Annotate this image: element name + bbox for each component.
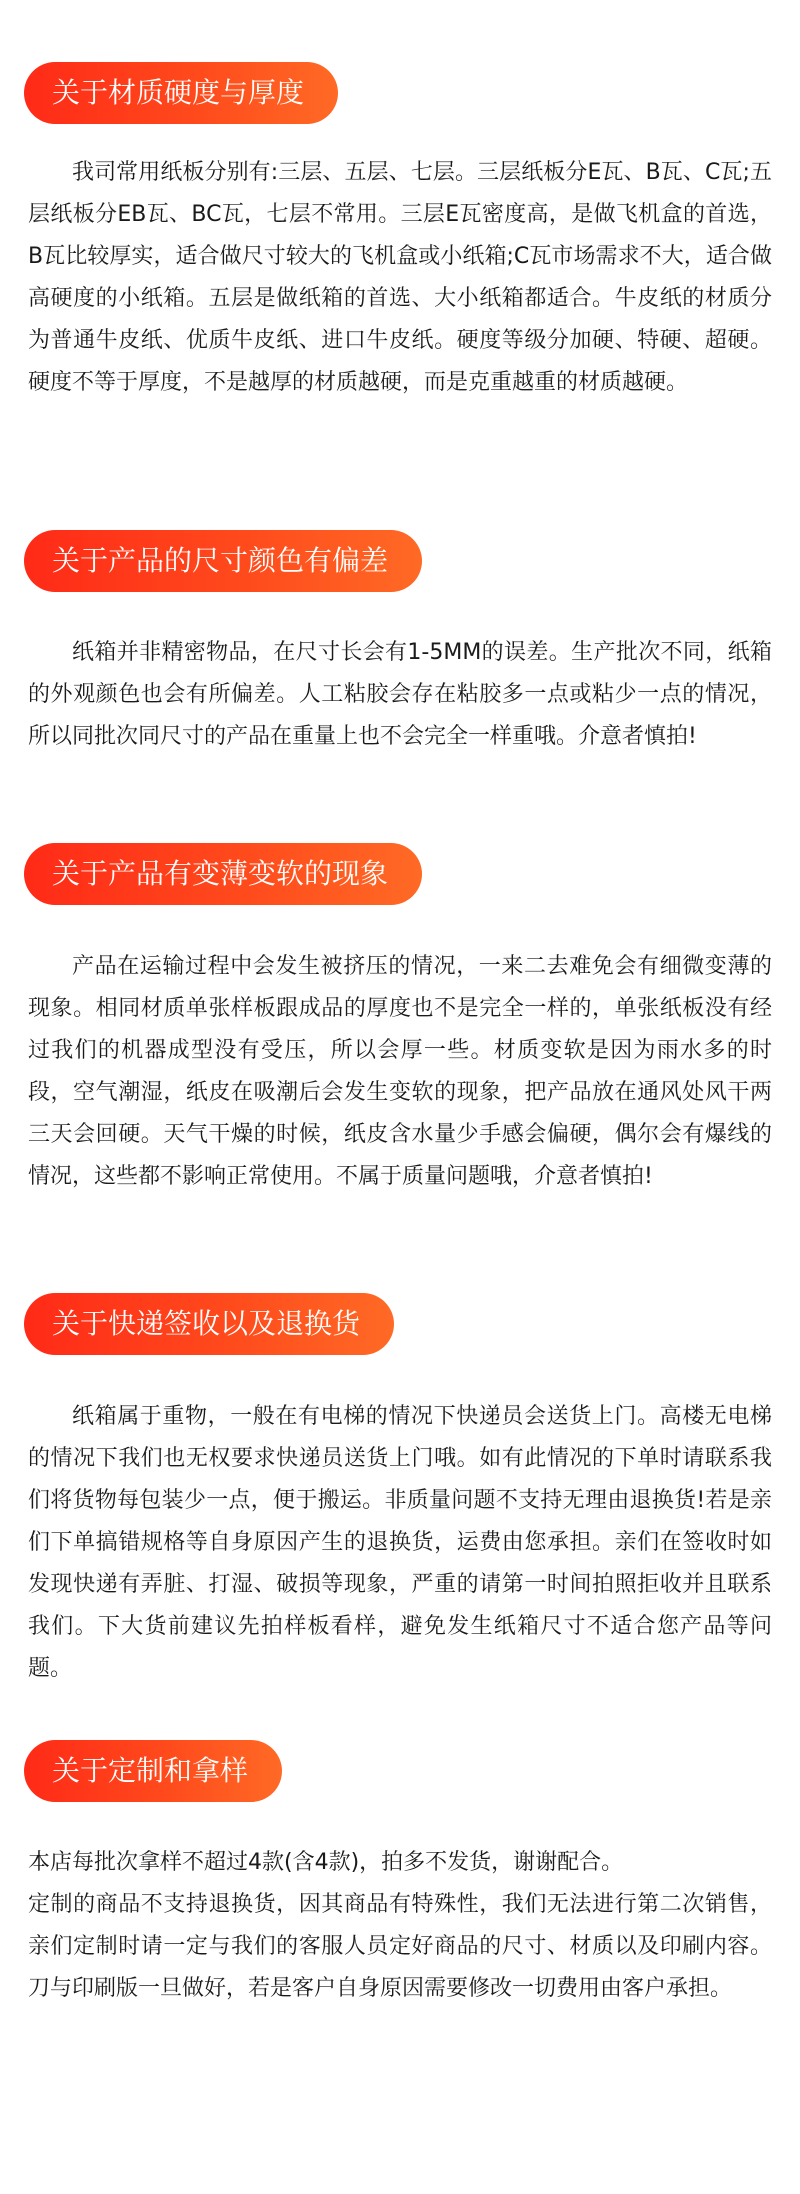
section-body-custom-samples-2: 定制的商品不支持退换货，因其商品有特殊性，我们无法进行第二次销售，亲们定制时请一定与我们的客服人员定好商品的尺寸、材质以及印刷内容。刀与印刷版一旦做好，若是客户自身原因需要修改一切费用由客户承担。: [28, 1892, 772, 2001]
section-body-material: 我司常用纸板分别有:三层、五层、七层。三层纸板分E瓦、B瓦、C瓦;五层纸板分EB瓦、BC瓦，七层不常用。三层E瓦密度高，是做飞机盒的首选，B瓦比较厚实，适合做尺寸较大的飞机盒或小纸箱;C瓦市场需求不大，适合做高硬度的小纸箱。五层是做纸箱的首选、大小纸箱都适合。牛皮纸的材质分为普通牛皮纸、优质牛皮纸、进口牛皮纸。硬度等级分加硬、特硬、超硬。硬度不等于厚度，不是越厚的材质越硬，而是克重越重的材质越硬。: [28, 160, 772, 395]
section-title-custom-samples: 关于定制和拿样: [24, 1740, 282, 1802]
section-body-size-color: 纸箱并非精密物品，在尺寸长会有1-5MM的误差。生产批次不同，纸箱的外观颜色也会有所偏差。人工粘胶会存在粘胶多一点或粘少一点的情况，所以同批次同尺寸的产品在重量上也不会完全一样重哦。介意者慎拍!: [28, 640, 772, 749]
section-title-size-color: 关于产品的尺寸颜色有偏差: [24, 530, 422, 592]
section-title-delivery-returns: 关于快递签收以及退换货: [24, 1293, 394, 1355]
section-body-thin-soft: 产品在运输过程中会发生被挤压的情况，一来二去难免会有细微变薄的现象。相同材质单张样板跟成品的厚度也不是完全一样的，单张纸板没有经过我们的机器成型没有受压，所以会厚一些。材质变软是因为雨水多的时段，空气潮湿，纸皮在吸潮后会发生变软的现象，把产品放在通风处风干两三天会回硬。天气干燥的时候，纸皮含水量少手感会偏硬，偶尔会有爆线的情况，这些都不影响正常使用。不属于质量问题哦，介意者慎拍!: [28, 954, 772, 1189]
section-title-material: 关于材质硬度与厚度: [24, 62, 338, 124]
section-body-custom-samples-1: 本店每批次拿样不超过4款(含4款)，拍多不发货，谢谢配合。: [28, 1850, 624, 1875]
section-title-thin-soft: 关于产品有变薄变软的现象: [24, 843, 422, 905]
section-body-delivery-returns: 纸箱属于重物，一般在有电梯的情况下快递员会送货上门。高楼无电梯的情况下我们也无权要求快递员送货上门哦。如有此情况的下单时请联系我们将货物每包装少一点，便于搬运。非质量问题不支持无理由退换货!若是亲们下单搞错规格等自身原因产生的退换货，运费由您承担。亲们在签收时如发现快递有弄脏、打湿、破损等现象，严重的请第一时间拍照拒收并且联系我们。下大货前建议先拍样板看样，避免发生纸箱尺寸不适合您产品等问题。: [28, 1404, 772, 1681]
